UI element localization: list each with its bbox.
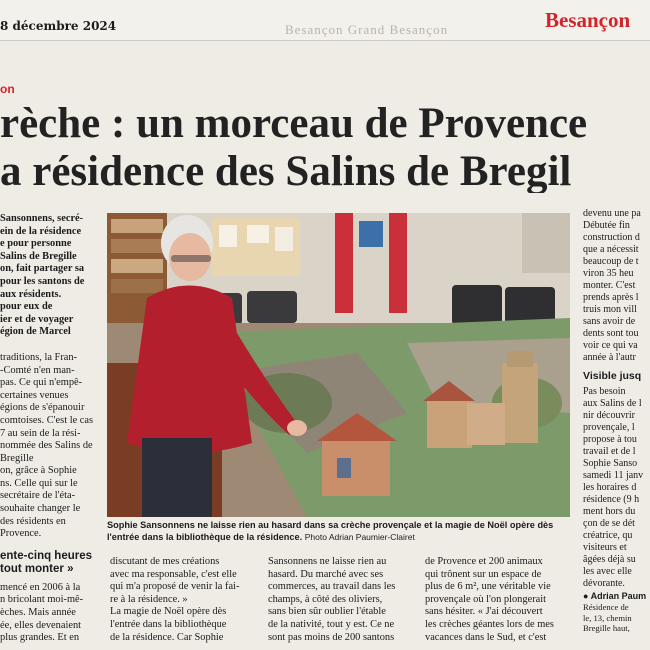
- photo-caption: [107, 520, 577, 543]
- issue-date: 8 décembre 2024: [0, 19, 117, 33]
- body-text-continued: mencé en 2006 à la n bricolant moi-mê- èches. Mais année ée, elles devenaient plus grandes. Et en: [0, 581, 84, 644]
- headline-line-1: rèche : un morceau de Provence: [0, 102, 588, 145]
- headline-line-2: a résidence des Salins de Bregil: [0, 150, 572, 193]
- right-subheading: Visible jusq: [583, 370, 642, 382]
- section-brand: Besançon: [545, 8, 631, 32]
- photo-illustration: [107, 213, 570, 517]
- bottom-column-2: Sansonnens ne laisse rien au hasard. Du marché avec ses commerces, au travail dans les champs, à côté des oliviers, sans bien sûr oublier l'étable de la nativité, tout y est. Ce ne sont pas moins de 200 santons: [268, 556, 396, 643]
- subheading: ente-cinq heures tout monter »: [0, 549, 93, 575]
- photo-credit: Photo Adrian Paumier-Clairet: [304, 531, 415, 542]
- article-photo: [107, 213, 570, 517]
- author-signature: ● Adrian Paum: [583, 591, 647, 601]
- right-body-continued: Pas besoin aux Salins de l nir découvrir provençale, l propose à tou travail et de l Sophie Sanso samedi 11 janv les horaires d résidence (9 h ment hors du çon de se dét créatrice, qu visiteurs et âgées déjà su les avec elle dévorante.: [583, 386, 644, 589]
- body-text: traditions, la Fran- -Comté n'en man- pas. Ce qui n'empê- certaines venues égions de s'épanouir comtoises. C'est le cas 7 au sein de la rési- nommée des Salins de Bregille on, grâce à Sophie ns. Celle qui sur le secrétaire de l'éta- souhaite changer le des résidents en Provence.: [0, 351, 94, 540]
- bottom-column-1: discutant de mes créations avec ma responsable, c'est elle qui m'a proposé de venir la fai- re à la résidence. » La magie de Noël opère dès l'entrée dans la bibliothèque de la résidence. Car Sophie: [110, 556, 240, 643]
- section-kicker: on: [0, 82, 15, 96]
- bottom-column-3: de Provence et 200 animaux qui trônent sur un espace de plus de 6 m², une véritable vie provençale où l'on plongerait sans hésiter. « J'ai découvert les crèches géantes lors de mes vacances dans le Sud, et c'est: [425, 556, 554, 643]
- faded-section-title: Besançon Grand Besançon: [285, 22, 449, 37]
- right-body: devenu une pa Débutée fin construction d que a nécessit beaucoup de t viron 35 heu monter. C'est prends après l truis mon vill sans avoir de dents sont tou voir ce qui va année à l'autr: [583, 208, 641, 363]
- right-column: [583, 208, 650, 650]
- lead-text: Sansonnens, secré- ein de la résidence e pour personne Salins de Bregille on, fait partager sa pour les santons de aux résidents. pour eux de ier et de voyager égion de Marcel: [0, 213, 85, 338]
- caption-text: Sophie Sansonnens ne laisse rien au hasard dans sa crèche provençale et la magie de Noël opère dès l'entrée dans la bibliothèque de la résidence.: [107, 520, 554, 542]
- left-column: [0, 213, 104, 650]
- address-box: Résidence de le, 13, chemin Bregille haut,: [583, 602, 632, 633]
